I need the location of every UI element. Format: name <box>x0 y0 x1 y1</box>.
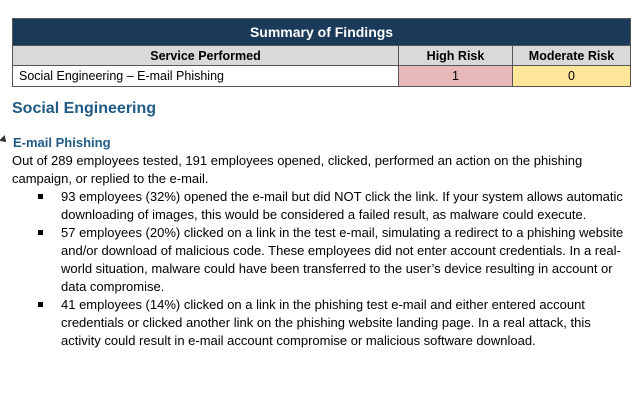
moderate-risk-cell: 0 <box>513 66 631 87</box>
service-cell: Social Engineering – E-mail Phishing <box>13 66 399 87</box>
list-item <box>0 296 630 350</box>
list-item-text: 41 employees (14%) clicked on a link in the phishing test e-mail and either entered account credentials or clicked another link on the phishing website landing page. In a real attack, this activity could result in e-mail account compromise or malicious software download. <box>61 297 591 348</box>
column-header-moderate-risk: Moderate Risk <box>513 46 631 66</box>
summary-of-findings-table <box>12 18 631 87</box>
list-item <box>0 188 630 224</box>
table-header-row <box>13 46 631 66</box>
section-heading: Social Engineering <box>12 100 157 117</box>
column-header-service: Service Performed <box>13 46 399 66</box>
square-bullet-icon <box>38 302 43 307</box>
table-title-row <box>13 19 631 46</box>
list-item-text: 57 employees (20%) clicked on a link in the test e-mail, simulating a redirect to a phishing website and/or download of malicious code. These employees did not enter account credentials. In a real-world situation, malware could have been transferred to the user’s device resulting in account or data compromise. <box>61 225 624 294</box>
square-bullet-icon <box>38 230 43 235</box>
subsection-heading: E-mail Phishing <box>13 135 111 150</box>
findings-list <box>0 188 630 350</box>
column-header-high-risk: High Risk <box>399 46 513 66</box>
table-row <box>13 66 631 87</box>
square-bullet-icon <box>38 194 43 199</box>
list-item-text: 93 employees (32%) opened the e-mail but did NOT click the link. If your system allows automatic downloading of images, this would be considered a failed result, as malware could execute. <box>61 189 623 222</box>
high-risk-cell: 1 <box>399 66 513 87</box>
collapse-triangle-icon[interactable] <box>0 135 9 145</box>
table-title: Summary of Findings <box>13 19 631 46</box>
intro-paragraph: Out of 289 employees tested, 191 employees opened, clicked, performed an action on the phishing campaign, or replied to the e-mail. <box>12 153 583 186</box>
list-item <box>0 224 630 296</box>
